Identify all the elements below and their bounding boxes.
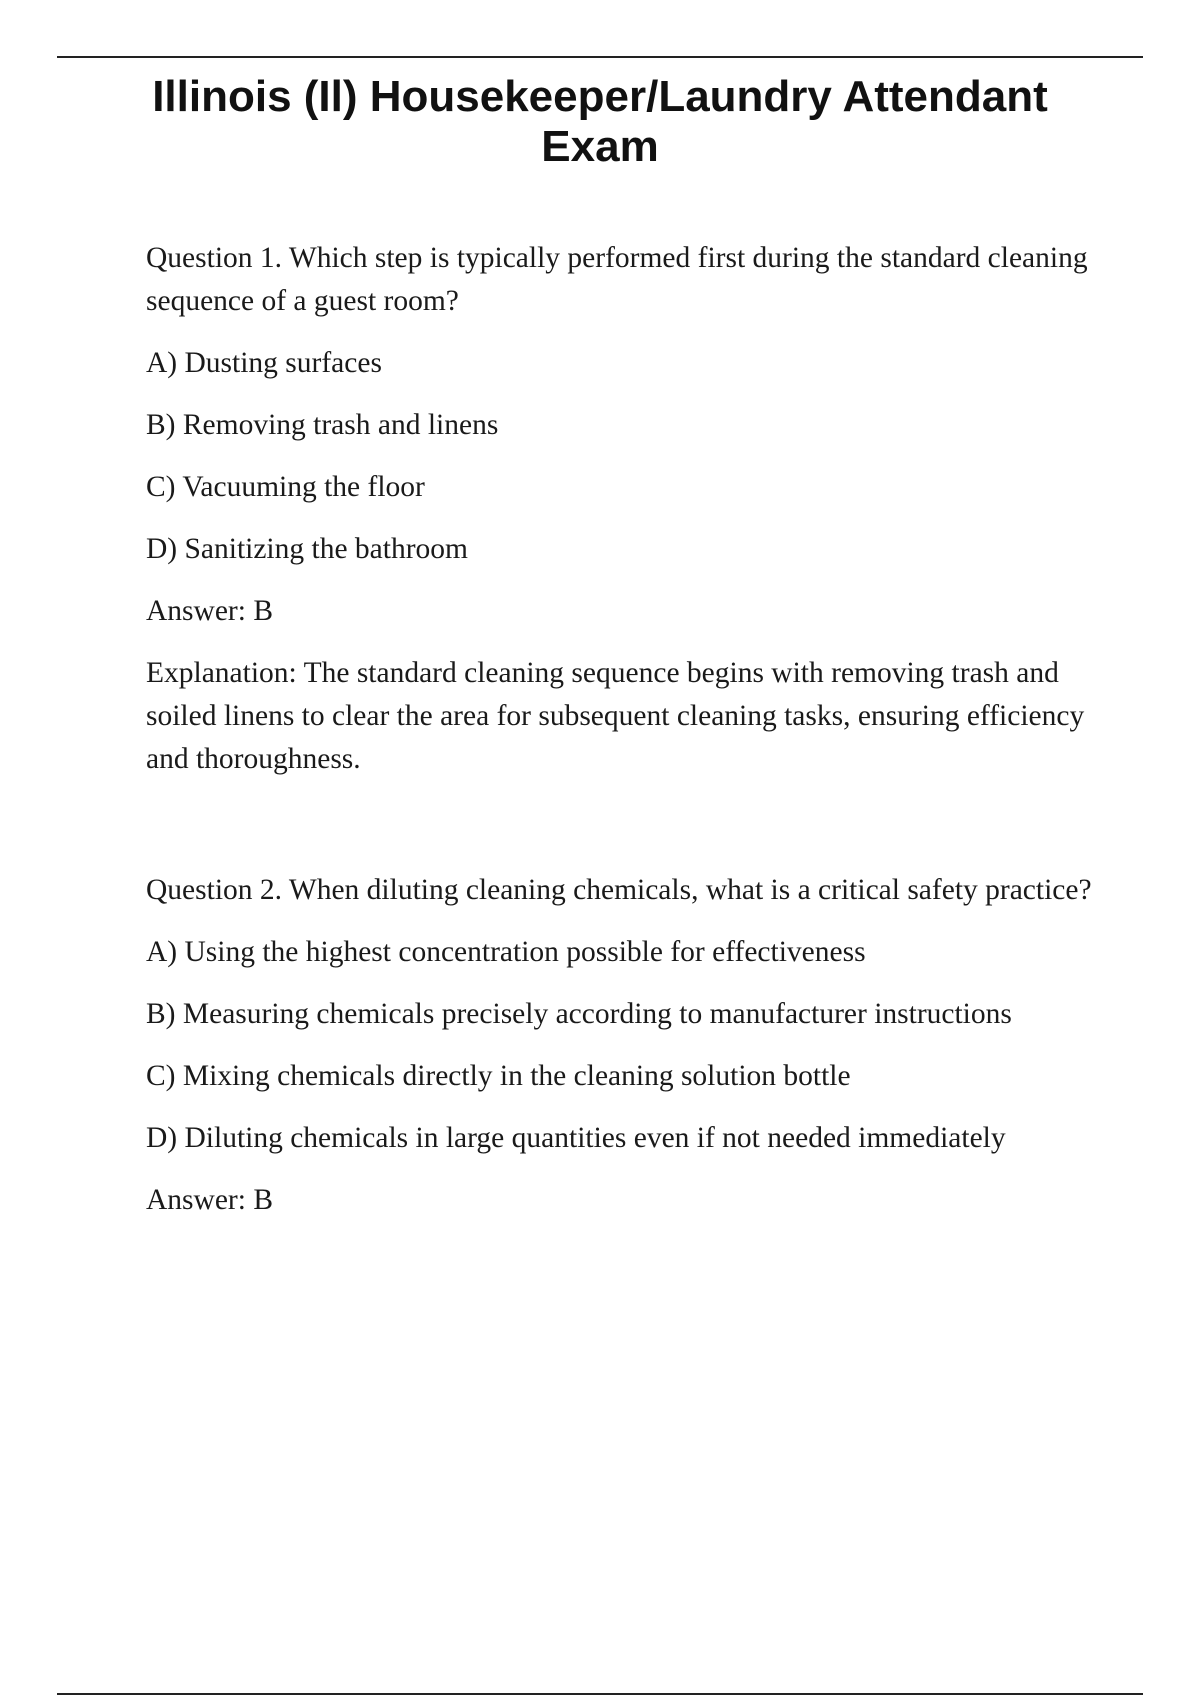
- question-2-answer: Answer: B: [146, 1184, 274, 1216]
- question-1-answer: Answer: B: [146, 595, 274, 627]
- question-2-option-a: A) Using the highest concentration possible for effectiveness: [146, 936, 866, 968]
- question-1-block: [146, 237, 1106, 781]
- question-2-block: [146, 869, 1106, 1222]
- top-divider: [57, 56, 1143, 58]
- question-1-option-b: B) Removing trash and linens: [146, 409, 499, 441]
- question-1-option-a: A) Dusting surfaces: [146, 347, 382, 379]
- question-2-option-c: C) Mixing chemicals directly in the cleaning solution bottle: [146, 1060, 851, 1092]
- document-title: Illinois (Il) Housekeeper/Laundry Attendant Exam: [152, 72, 1048, 171]
- question-1-option-d: D) Sanitizing the bathroom: [146, 533, 468, 565]
- bottom-divider: [57, 1693, 1143, 1695]
- exam-content: [146, 237, 1106, 1241]
- question-2-option-b: B) Measuring chemicals precisely according to manufacturer instructions: [146, 998, 1012, 1030]
- question-2-option-d: D) Diluting chemicals in large quantities even if not needed immediately: [146, 1122, 1006, 1154]
- question-1-option-c: C) Vacuuming the floor: [146, 471, 425, 503]
- question-2-text: Question 2. When diluting cleaning chemicals, what is a critical safety practice?: [146, 874, 1092, 906]
- question-1-explanation: Explanation: The standard cleaning sequence begins with removing trash and soiled linens to clear the area for subsequent cleaning tasks, ensuring efficiency and thoroughness.: [146, 657, 1085, 775]
- question-1-text: Question 1. Which step is typically performed first during the standard cleaning sequence of a guest room?: [146, 242, 1088, 317]
